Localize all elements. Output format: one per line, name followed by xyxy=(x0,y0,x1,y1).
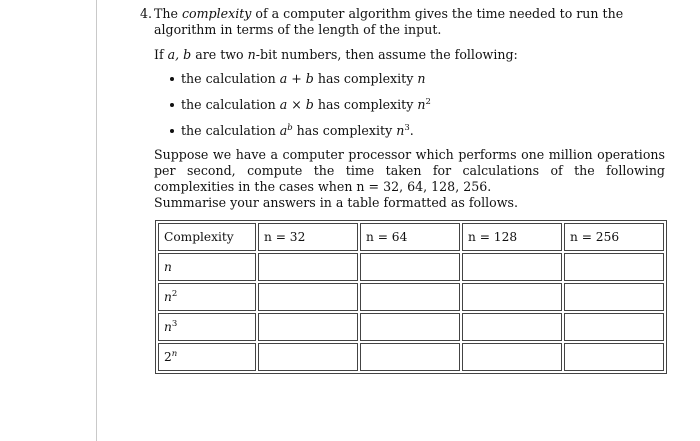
page-margin-line xyxy=(96,0,97,441)
complexity-base: n xyxy=(164,290,172,304)
bullet-text: has complexity xyxy=(292,123,397,138)
empty-cell xyxy=(360,253,460,281)
question-intro xyxy=(140,6,665,38)
bullet-text: the calculation xyxy=(181,71,280,86)
assumption-list xyxy=(140,71,665,139)
table-row xyxy=(158,313,664,341)
complexity-exponent: 3 xyxy=(171,318,178,329)
question-number: 4. xyxy=(140,6,153,21)
bullet-exponent: 2 xyxy=(425,96,431,107)
complexity-exponent: 2 xyxy=(171,288,178,299)
if-math-ab: a, b xyxy=(167,47,192,62)
empty-cell xyxy=(462,313,562,341)
bullet-expr: a + b xyxy=(279,71,314,86)
header-cell: n = 64 xyxy=(360,223,460,251)
bullet-text: the calculation xyxy=(181,97,280,112)
if-text-3: -bit numbers, then assume the following: xyxy=(255,47,518,62)
empty-cell xyxy=(360,343,460,371)
assumption-item xyxy=(170,123,665,139)
bullet-expr: a × b xyxy=(279,97,314,112)
assumption-intro xyxy=(140,47,665,63)
intro-text-1: The xyxy=(154,6,182,21)
bullet-expr: a xyxy=(279,123,288,138)
empty-cell xyxy=(462,343,562,371)
complexity-exponent: n xyxy=(171,348,178,359)
empty-cell xyxy=(258,253,358,281)
table-row xyxy=(158,283,664,311)
task-paragraph: Suppose we have a computer processor which performs one million operations per second, compute the time taken for calculations of the following complexities in the cases when n = 32, 64, 128, 256. xyxy=(154,147,665,194)
header-cell: n = 256 xyxy=(564,223,664,251)
empty-cell xyxy=(258,343,358,371)
bullet-text: has complexity xyxy=(313,97,418,112)
empty-cell xyxy=(360,313,460,341)
bullet-expr-exponent: b xyxy=(287,122,293,133)
empty-cell xyxy=(564,283,664,311)
assumption-item xyxy=(170,97,665,113)
bullet-complexity: n xyxy=(396,123,405,138)
bullet-text: . xyxy=(409,123,414,138)
empty-cell xyxy=(462,253,562,281)
empty-cell xyxy=(564,253,664,281)
if-math-n: n xyxy=(247,47,256,62)
bullet-icon xyxy=(170,129,174,133)
empty-cell xyxy=(258,313,358,341)
empty-cell xyxy=(258,283,358,311)
complexity-cell xyxy=(158,283,256,311)
complexity-base: n xyxy=(164,260,172,274)
bullet-icon xyxy=(170,103,174,107)
table-row xyxy=(158,253,664,281)
question-block xyxy=(140,6,665,211)
bullet-complexity: n xyxy=(417,71,426,86)
empty-cell xyxy=(564,313,664,341)
header-cell: Complexity xyxy=(158,223,256,251)
summarise-instruction: Summarise your answers in a table formatted as follows. xyxy=(154,195,518,210)
header-cell: n = 32 xyxy=(258,223,358,251)
assumption-item xyxy=(170,71,665,87)
if-text-2: are two xyxy=(191,47,248,62)
if-text-1: If xyxy=(154,47,168,62)
header-cell: n = 128 xyxy=(462,223,562,251)
complexity-cell xyxy=(158,313,256,341)
empty-cell xyxy=(462,283,562,311)
complexity-base: n xyxy=(164,320,172,334)
answer-table xyxy=(155,220,667,374)
bullet-complexity: n xyxy=(417,97,426,112)
intro-text-2: of a computer algorithm gives the time needed to run the algorithm in terms of the length of the input. xyxy=(154,6,624,37)
bullet-icon xyxy=(170,77,174,81)
complexity-base: 2 xyxy=(164,350,172,364)
intro-emphasis: complexity xyxy=(181,6,252,21)
table-row xyxy=(158,343,664,371)
bullet-text: has complexity xyxy=(313,71,418,86)
bullet-text: the calculation xyxy=(181,123,280,138)
empty-cell xyxy=(564,343,664,371)
complexity-cell xyxy=(158,343,256,371)
empty-cell xyxy=(360,283,460,311)
complexity-cell xyxy=(158,253,256,281)
bullet-exponent: 3 xyxy=(404,122,410,133)
table-header-row xyxy=(158,223,664,251)
